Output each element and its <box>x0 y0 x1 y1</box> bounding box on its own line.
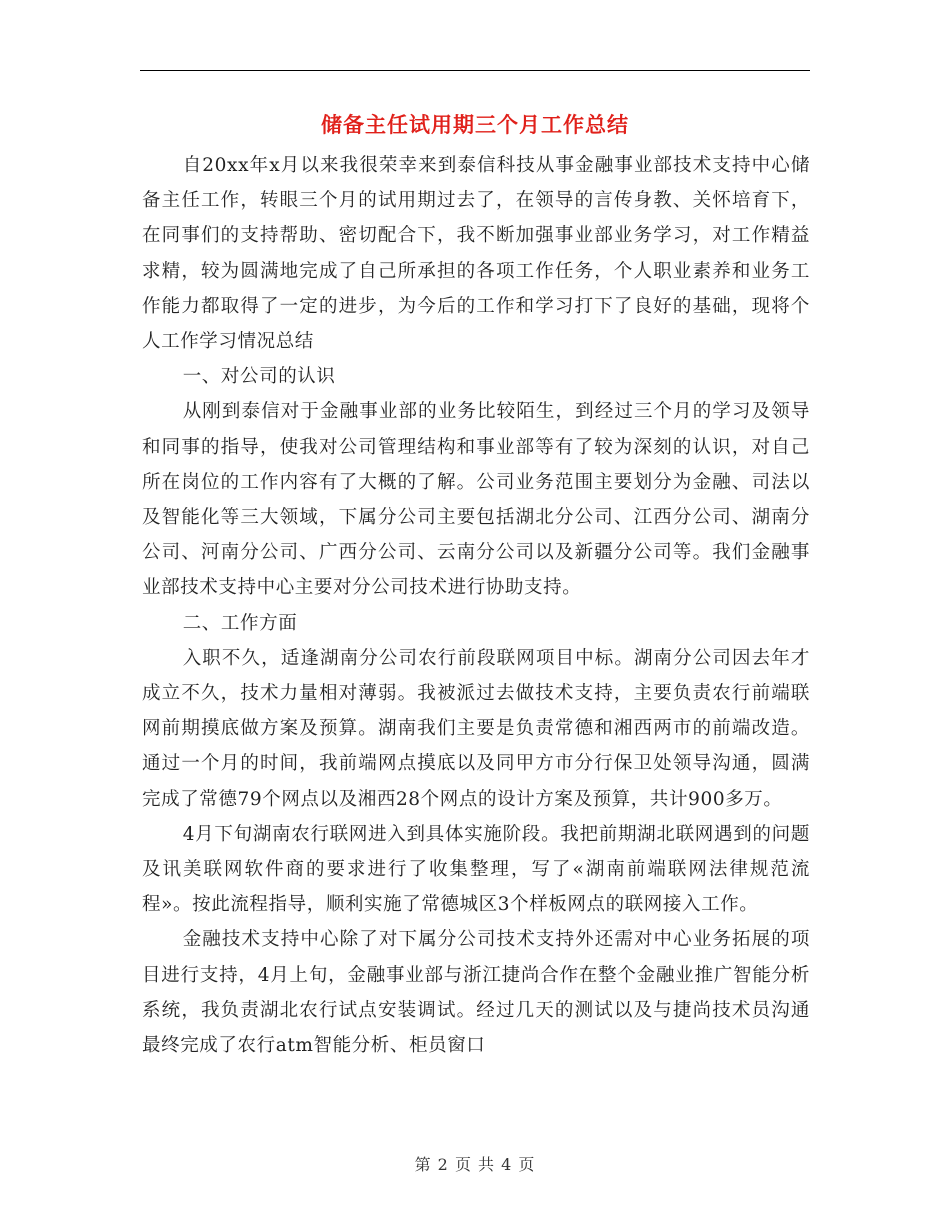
section-heading-company: 一、对公司的认识 <box>182 366 336 388</box>
work-paragraph-hunan: 入职不久，适逢湖南分公司农行前段联网项目中标。湖南分公司因去年才成立不久，技术力量相对薄弱。我被派过去做技术支持，主要负责农行前端联网前期摸底做方案及预算。湖南我们主要是负责常德和湘西两市的前端改造。通过一个月的时间，我前端网点摸底以及同甲方市分行保卫处领导沟通，圆满完成了常德79个网点以及湘西28个网点的设计方案及预算，共计900多万。 <box>142 647 810 810</box>
page-number-footer: 第 2 页 共 4 页 <box>414 1155 536 1174</box>
company-paragraph: 从刚到泰信对于金融事业部的业务比较陌生，到经过三个月的学习及领导和同事的指导，使我对公司管理结构和事业部等有了较为深刻的认识，对自己所在岗位的工作内容有了大概的了解。公司业务范围主要划分为金融、司法以及智能化等三大领域，下属分公司主要包括湖北分公司、江西分公司、湖南分公司、河南分公司、广西分公司、云南分公司以及新疆分公司等。我们金融事业部技术支持中心主要对分公司技术进行协助支持。 <box>142 401 810 599</box>
work-paragraph-april: 4月下旬湖南农行联网进入到具体实施阶段。我把前期湖北联网遇到的问题及讯美联网软件商的要求进行了收集整理，写了«湖南前端联网法律规范流程»。按此流程指导，顺利实施了常德城区3个样板网点的联网接入工作。 <box>142 823 810 916</box>
section-heading-work: 二、工作方面 <box>182 612 298 634</box>
document-body <box>142 148 810 1063</box>
document-title: 储备主任试用期三个月工作总结 <box>321 113 629 137</box>
work-paragraph-support: 金融技术支持中心除了对下属分公司技术支持外还需对中心业务拓展的项目进行支持，4月上旬，金融事业部与浙江捷尚合作在整个金融业推广智能分析系统，我负责湖北农行试点安装调试。经过几天的测试以及与捷尚技术员沟通最终完成了农行atm智能分析、柜员窗口 <box>142 929 810 1057</box>
header-rule <box>140 70 810 71</box>
intro-paragraph: 自20xx年x月以来我很荣幸来到泰信科技从事金融事业部技术支持中心储备主任工作，转眼三个月的试用期过去了，在领导的言传身教、关怀培育下，在同事们的支持帮助、密切配合下，我不断加强事业部业务学习，对工作精益求精，较为圆满地完成了自己所承担的各项工作任务，个人职业素养和业务工作能力都取得了一定的进步，为今后的工作和学习打下了良好的基础，现将个人工作学习情况总结 <box>142 155 810 353</box>
